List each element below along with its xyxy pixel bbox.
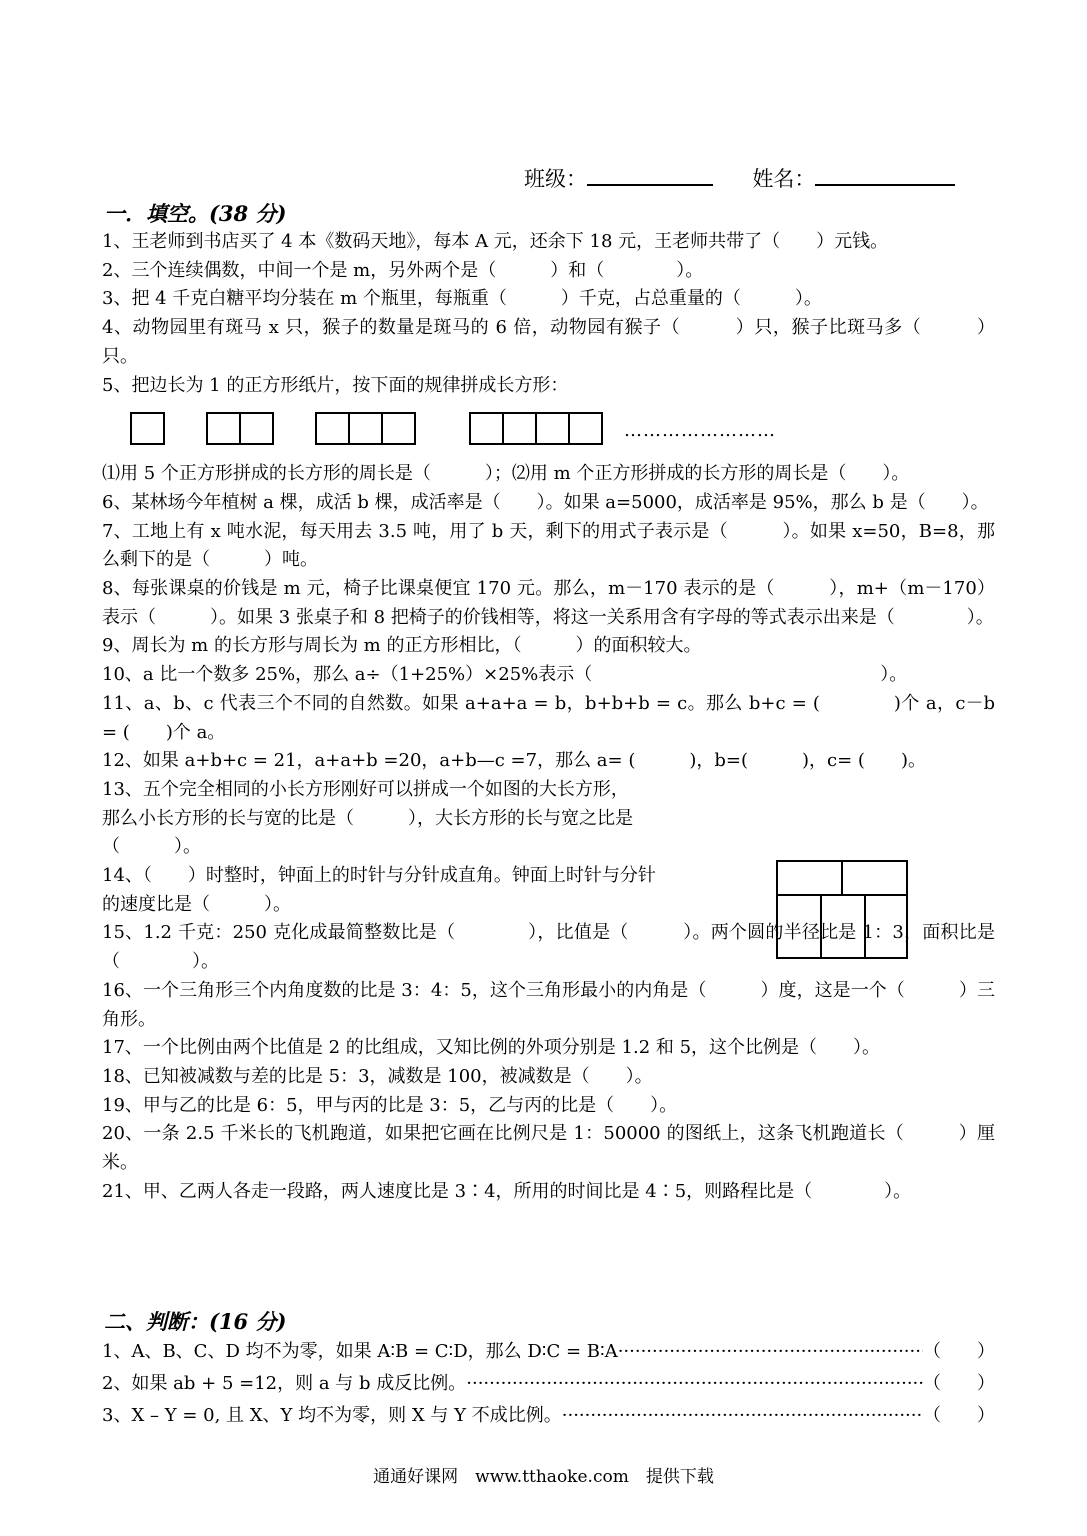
class-blank[interactable]: [587, 164, 713, 186]
judge-item-1: [102, 1338, 995, 1366]
question-5-sub: ⑴用 5 个正方形拼成的长方形的周长是（ ）；⑵用 m 个正方形拼成的长方形的周长是（ ）。: [102, 463, 910, 485]
question-10: 10、a 比一个数多 25%，那么 a÷（1+25%）×25%表示（ ）。: [102, 664, 908, 686]
question-1: 1、王老师到书店买了 4 本《数码天地》，每本 A 元，还余下 18 元，王老师共带了（ ）元钱。: [102, 231, 889, 252]
judge-item-2: [102, 1370, 995, 1398]
question-4: 4、动物园里有斑马 x 只，猴子的数量是斑马的 6 倍，动物园有猴子（ ）只，猴子比斑马多（ ）只。: [102, 317, 995, 367]
question-21: 21、甲、乙两人各走一段路，两人速度比是 3∶4，所用的时间比是 4∶5，则路程比是（ ）。: [102, 1180, 912, 1202]
question-13-line2: 那么小长方形的长与宽的比是（ ），大长方形的长与宽之比是: [102, 807, 633, 829]
judge-text-1: 1、A、B、C、D 均不为零，如果 A∶B = C∶D，那么 D∶C = B∶A: [102, 1341, 618, 1362]
section1-questions: [102, 228, 995, 1207]
judge-item-3: [102, 1402, 995, 1430]
figure-horizontal-line: [778, 894, 906, 896]
answer-paren-2[interactable]: （ ）: [923, 1373, 995, 1394]
square-pattern-figure: [130, 412, 830, 448]
question-3: 3、把 4 千克白糖平均分装在 m 个瓶里，每瓶重（ ）千克，占总重量的（ ）。: [102, 288, 822, 310]
question-12: 12、如果 a+b+c = 21，a+a+b =20，a+b—c =7，那么 a= ( )，b=( )，c= ( )。: [102, 750, 926, 772]
square-group-2: [206, 412, 274, 445]
name-blank[interactable]: [815, 164, 955, 186]
pattern-ellipsis: ……………………: [624, 420, 776, 441]
question-13-line3: （ ）。: [102, 836, 201, 858]
judge-text-3: 3、X – Y = 0, 且 X、Y 均不为零，则 X 与 Y 不成比例。: [102, 1405, 562, 1426]
leader-dots: [618, 1338, 923, 1366]
question-2: 2、三个连续偶数，中间一个是 m，另外两个是（ ）和（ ）。: [102, 259, 704, 281]
figure-divider-bottom-2: [864, 894, 866, 957]
leader-dots: [562, 1402, 923, 1430]
question-8: 8、每张课桌的价钱是 m 元，椅子比课桌便宜 170 元。那么，m－170 表示的是（ ），m+（m－170）表示（ ）。如果 3 张桌子和 8 把椅子的价钱相等，将这一关系用含有字母的等式表示出来是（ ）。: [102, 578, 995, 628]
figure-divider-top: [841, 862, 843, 894]
section1-title: 一．填空。(38 分): [104, 201, 287, 226]
square-group-1: [130, 412, 165, 445]
question-14-line1: 14、（ ）时整时，钟面上的时针与分针成直角。钟面上时针与分针: [102, 865, 656, 887]
answer-paren-1[interactable]: （ ）: [923, 1341, 995, 1362]
square-group-3: [315, 412, 416, 445]
section2-title: 二、判断：(16 分): [104, 1309, 287, 1334]
question-14-line2: 的速度比是（ ）。: [102, 893, 291, 915]
judge-text-2: 2、如果 ab + 5 =12，则 a 与 b 成反比例。: [102, 1373, 467, 1394]
question-16: 16、一个三角形三个内角度数的比是 3：4：5，这个三角形最小的内角是（ ）度，这是一个（ ）三角形。: [102, 979, 995, 1030]
question-13-line1: 13、五个完全相同的小长方形刚好可以拼成一个如图的大长方形，: [102, 778, 629, 800]
footer-credit: 通通好课网 www.tthaoke.com 提供下载: [373, 1467, 714, 1487]
class-label: 班级：: [524, 167, 587, 191]
student-info-header: [524, 164, 955, 194]
name-label: 姓名：: [752, 167, 816, 191]
answer-paren-3[interactable]: （ ）: [923, 1405, 995, 1426]
leader-dots: [466, 1370, 923, 1398]
question-15: 15、1.2 千克：250 克化成最简整数比是（ ），比值是（ ）。两个圆的半径比是 1：3，面积比是（ ）。: [102, 922, 995, 973]
question-20: 20、一条 2.5 千米长的飞机跑道，如果把它画在比例尺是 1：50000 的图纸上，这条飞机跑道长（ ）厘米。: [102, 1123, 995, 1174]
square-group-4: [469, 412, 603, 445]
question-11: 11、a、b、c 代表三个不同的自然数。如果 a+a+a = b，b+b+b = c。那么 b+c = ( )个 a，c－b = ( )个 a。: [102, 692, 995, 743]
question-9: 9、周长为 m 的长方形与周长为 m 的正方形相比，（ ）的面积较大。: [102, 635, 702, 657]
rectangle-figure: [776, 860, 908, 959]
question-5: 5、把边长为 1 的正方形纸片，按下面的规律拼成长方形：: [102, 374, 569, 396]
figure-divider-bottom-1: [820, 894, 822, 957]
question-7: 7、工地上有 x 吨水泥，每天用去 3.5 吨，用了 b 天，剩下的用式子表示是（ ）。如果 x=50，B=8，那么剩下的是（ ）吨。: [102, 520, 995, 571]
question-19: 19、甲与乙的比是 6：5，甲与丙的比是 3：5，乙与丙的比是（ ）。: [102, 1094, 678, 1116]
question-18: 18、已知被减数与差的比是 5：3，减数是 100，被减数是（ ）。: [102, 1065, 653, 1087]
question-17: 17、一个比例由两个比值是 2 的比组成，又知比例的外项分别是 1.2 和 5，这个比例是（ ）。: [102, 1037, 881, 1059]
question-6: 6、某林场今年植树 a 棵，成活 b 棵，成活率是（ ）。如果 a=5000，成活率是 95%，那么 b 是（ ）。: [102, 491, 989, 513]
